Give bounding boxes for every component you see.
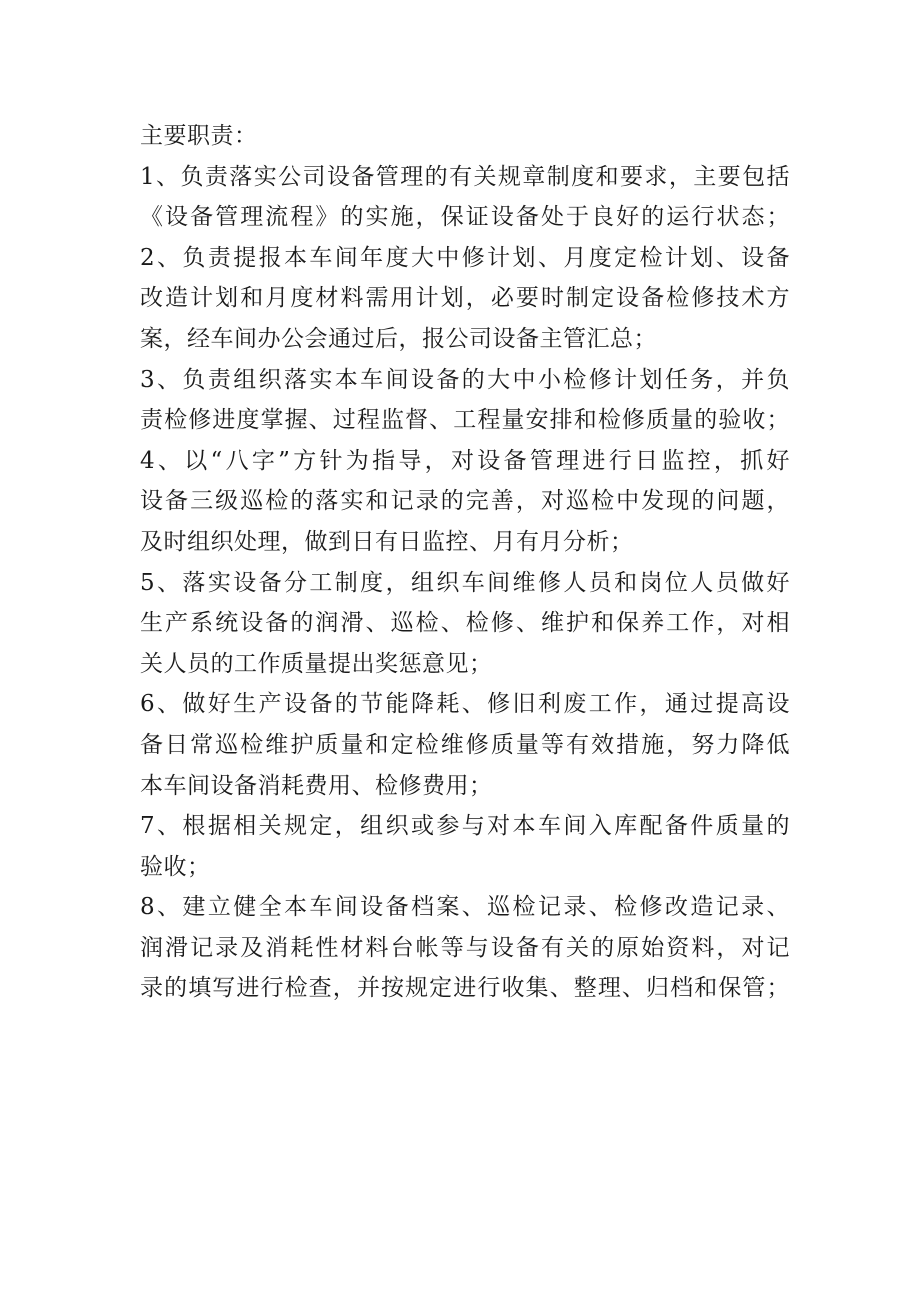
duty-item-6 [140, 684, 790, 806]
duty-item-6-line-1: 6、做好生产设备的节能降耗、修旧利废工作，通过提高设 [140, 691, 790, 718]
duty-item-2-line-2: 改造计划和月度材料需用计划，必要时制定设备检修技术方 [140, 285, 790, 312]
duty-item-1-line-1: 1、负责落实公司设备管理的有关规章制度和要求，主要包括 [140, 163, 790, 190]
duty-item-5 [140, 563, 790, 685]
duty-item-8-line-1: 8、建立健全本车间设备档案、巡检记录、检修改造记录、 [140, 894, 790, 921]
duty-item-7-line-1: 7、根据相关规定，组织或参与对本车间入库配备件质量的 [140, 813, 790, 840]
duty-item-1 [140, 157, 790, 238]
section-heading: 主要职责： [140, 123, 258, 149]
duty-item-4 [140, 441, 790, 563]
duty-item-4-line-2: 设备三级巡检的落实和记录的完善，对巡检中发现的问题， [140, 488, 790, 515]
duty-item-3 [140, 360, 790, 441]
duty-item-8-line-2: 润滑记录及消耗性材料台帐等与设备有关的原始资料，对记 [140, 934, 790, 961]
duty-item-2 [140, 238, 790, 360]
duty-item-7-line-2: 验收； [140, 853, 211, 880]
duty-item-5-line-1: 5、落实设备分工制度，组织车间维修人员和岗位人员做好 [140, 569, 790, 596]
duty-item-6-line-3: 本车间设备消耗费用、检修费用； [140, 772, 493, 799]
duty-item-2-line-3: 案，经车间办公会通过后，报公司设备主管汇总； [140, 325, 657, 352]
duty-item-4-line-1: 4、以“八字”方针为指导，对设备管理进行日监控，抓好 [140, 447, 790, 474]
duty-item-5-line-2: 生产系统设备的润滑、巡检、检修、维护和保养工作，对相 [140, 610, 790, 637]
document-body [140, 116, 790, 1009]
duty-item-8 [140, 887, 790, 1009]
duty-item-5-line-3: 关人员的工作质量提出奖惩意见； [140, 650, 493, 677]
duty-item-1-line-2: 《设备管理流程》的实施，保证设备处于良好的运行状态； [140, 204, 790, 231]
duty-item-8-line-3: 录的填写进行检查，并按规定进行收集、整理、归档和保管； [140, 975, 790, 1002]
duty-item-2-line-1: 2、负责提报本车间年度大中修计划、月度定检计划、设备 [140, 244, 790, 271]
duty-item-3-line-1: 3、负责组织落实本车间设备的大中小检修计划任务，并负 [140, 366, 790, 393]
duty-item-7 [140, 806, 790, 887]
duty-item-4-line-3: 及时组织处理，做到日有日监控、月有月分析； [140, 528, 634, 555]
duty-item-3-line-2: 责检修进度掌握、过程监督、工程量安排和检修质量的验收； [140, 407, 790, 434]
duty-item-6-line-2: 备日常巡检维护质量和定检维修质量等有效措施，努力降低 [140, 731, 790, 758]
